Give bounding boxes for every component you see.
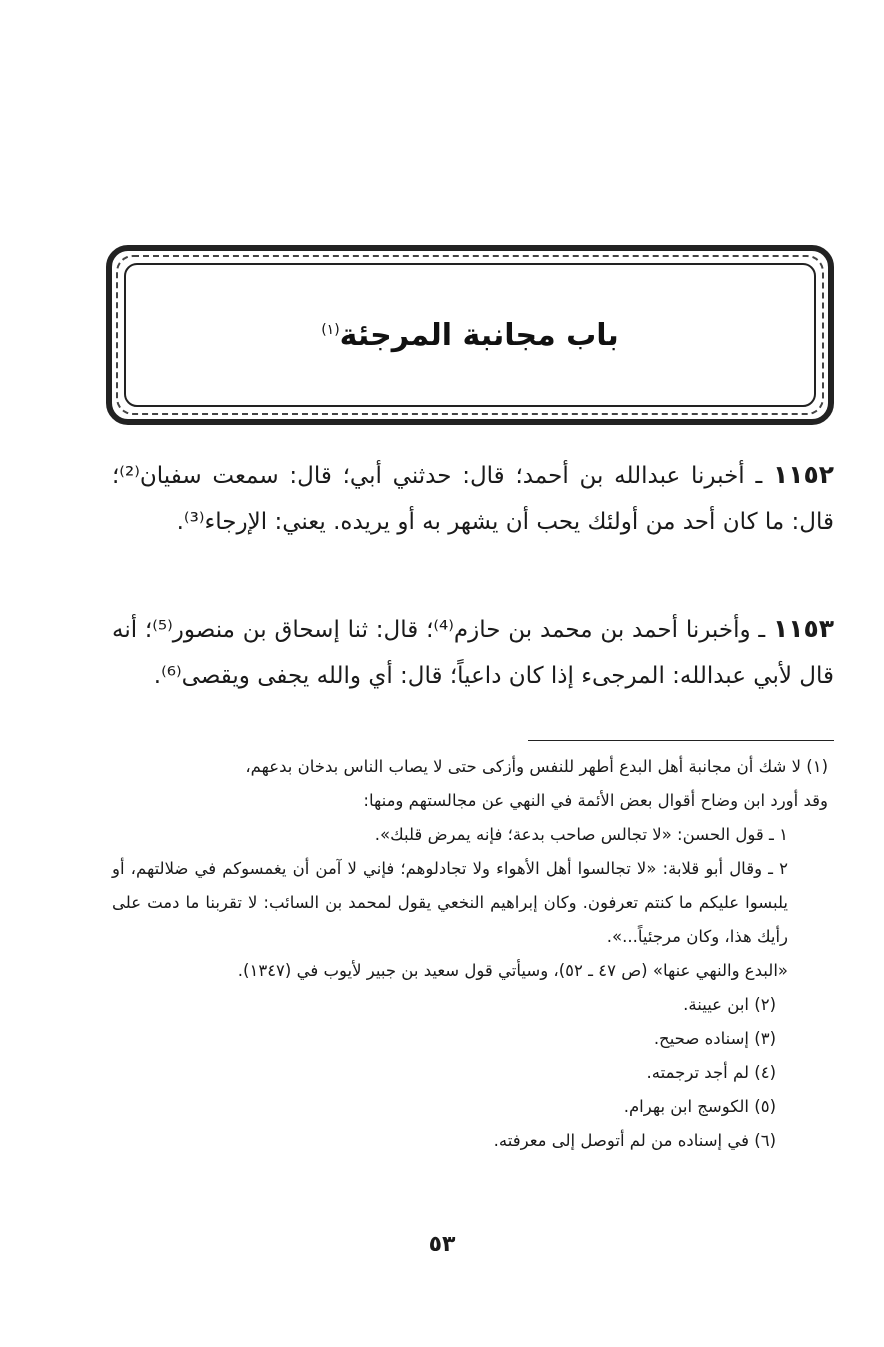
footnote-1-item-1: ١ ـ قول الحسن: «لا تجالس صاحب بدعة؛ فإنه يمرض قلبك». <box>374 825 788 844</box>
footnote-1-source: «البدع والنهي عنها» (ص ٤٧ ـ ٥٢)، وسيأتي قول سعيد بن جبير لأيوب في (١٣٤٧). <box>237 961 788 980</box>
narration-text: ـ أخبرنا عبدالله بن أحمد؛ قال: حدثني أبي؛ قال: سمعت سفيان⁽²⁾؛ قال: ما كان أحد من أولئك يحب أن يشهر به أو يريده. يعني: الإرجاء⁽³⁾. <box>112 463 834 535</box>
footnote-5: (٥) الكوسج ابن بهرام. <box>623 1097 776 1116</box>
narration-text: ـ وأخبرنا أحمد بن محمد بن حازم⁽⁴⁾؛ قال: ثنا إسحاق بن منصور⁽⁵⁾؛ أنه قال لأبي عبدالله: المرجىء إذا كان داعياً؛ قال: أي والله يجفى ويقصى⁽⁶⁾. <box>112 617 834 689</box>
footnote-1-continued: وقد أورد ابن وضاح أقوال بعض الأئمة في النهي عن مجالستهم ومنها: <box>363 791 828 810</box>
footnote-6: (٦) في إسناده من لم أتوصل إلى معرفته. <box>493 1131 776 1150</box>
footnote-2: (٢) ابن عيينة. <box>683 995 776 1014</box>
footnote-divider <box>528 740 834 741</box>
chapter-title-inner-border <box>124 263 816 407</box>
narration-1152 <box>112 452 834 545</box>
chapter-title <box>321 318 619 353</box>
narration-1153 <box>112 606 834 699</box>
narration-number: ١١٥٢ <box>772 460 834 489</box>
narration-number: ١١٥٣ <box>772 614 834 643</box>
chapter-title-frame <box>106 245 834 425</box>
footnotes-section <box>112 750 828 1158</box>
footnote-4: (٤) لم أجد ترجمته. <box>646 1063 776 1082</box>
footnote-3: (٣) إسناده صحيح. <box>653 1029 776 1048</box>
footnote-1-item-2: ٢ ـ وقال أبو قلابة: «لا تجالسوا أهل الأهواء ولا تجادلوهم؛ فإني لا آمن أن يغمسوكم في ضلالتهم، أو يلبسوا عليكم ما كنتم تعرفون. وكان إبراهيم النخعي يقول لمحمد بن السائب: لا تقربنا ما دمت على رأيك هذا، وكان مرجئياً...». <box>112 859 788 946</box>
chapter-title-footnote-ref: (١) <box>321 321 340 338</box>
page-number: ٥٣ <box>428 1232 456 1257</box>
chapter-title-text: باب مجانبة المرجئة <box>339 317 619 353</box>
footnote-1-intro: (١) لا شك أن مجانبة أهل البدع أطهر للنفس وأزكى حتى لا يصاب الناس بدخان بدعهم، <box>245 757 828 776</box>
